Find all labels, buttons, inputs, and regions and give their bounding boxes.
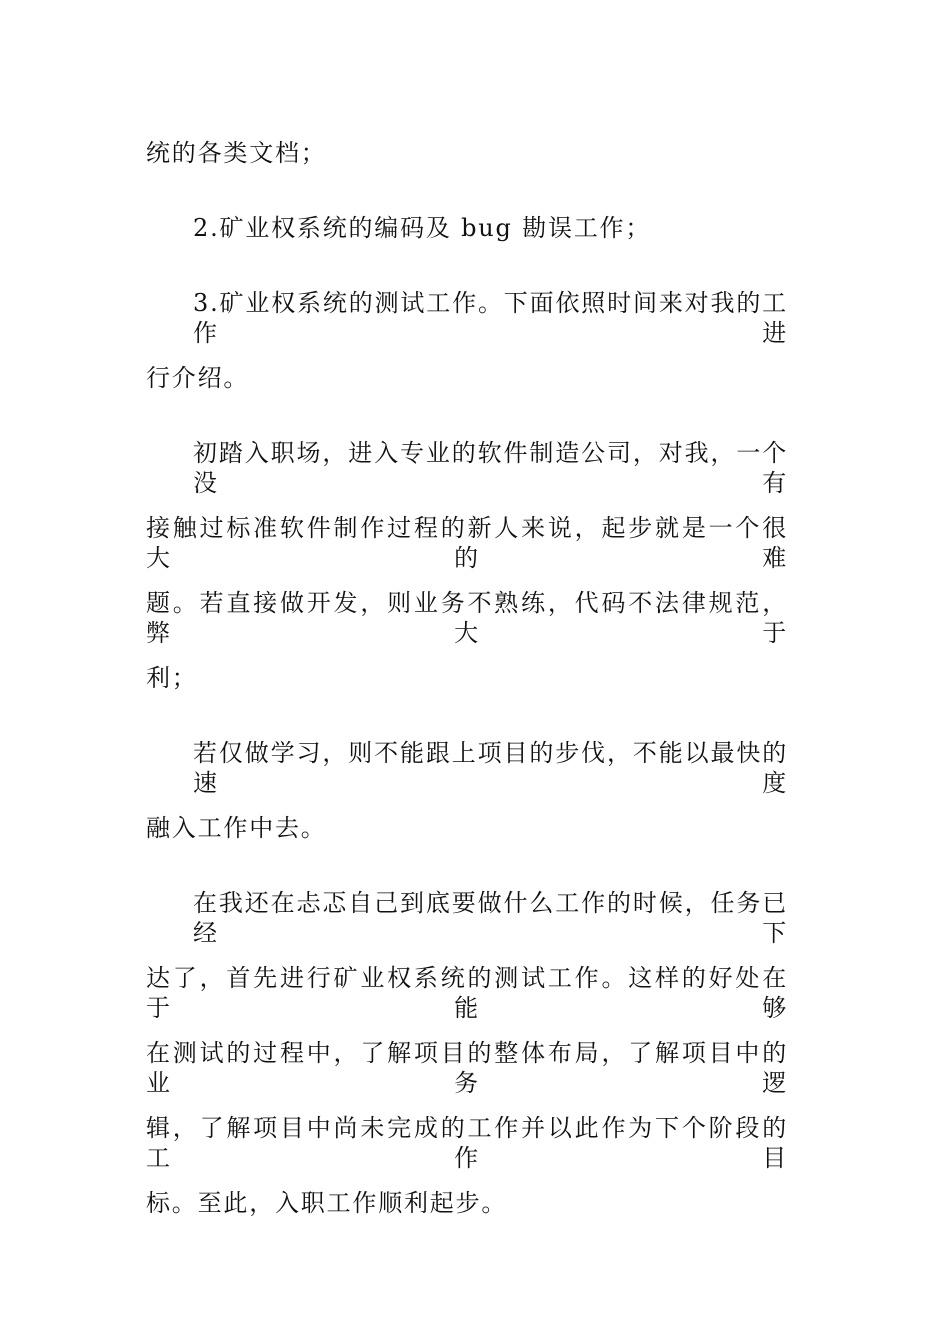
text-line: 标。至此，入职工作顺利起步。 <box>146 1189 508 1217</box>
text-line: 统的各类文档； <box>146 139 327 167</box>
text-line: 题。若直接做开发，则业务不熟练，代码不法律规范，弊大于 <box>146 589 788 647</box>
text-line: 接触过标准软件制作过程的新人来说，起步就是一个很大的难 <box>146 514 788 572</box>
text-line: 若仅做学习，则不能跟上项目的步伐，不能以最快的速度 <box>193 739 788 797</box>
text-line: 在我还在忐忑自己到底要做什么工作的时候，任务已经下 <box>193 889 788 947</box>
text-line: 行介绍。 <box>146 364 250 392</box>
text-line: 3.矿业权系统的测试工作。下面依照时间来对我的工作进 <box>193 289 788 347</box>
text-line: 达了，首先进行矿业权系统的测试工作。这样的好处在于能够 <box>146 964 788 1022</box>
text-line: 辑，了解项目中尚未完成的工作并以此作为下个阶段的工作目 <box>146 1114 788 1172</box>
text-line: 2.矿业权系统的编码及 bug 勘误工作； <box>193 214 652 242</box>
text-line: 初踏入职场，进入专业的软件制造公司，对我，一个没有 <box>193 439 788 497</box>
text-line: 融入工作中去。 <box>146 814 327 842</box>
text-line: 利； <box>146 664 198 692</box>
text-line: 在测试的过程中，了解项目的整体布局，了解项目中的业务逻 <box>146 1039 788 1097</box>
